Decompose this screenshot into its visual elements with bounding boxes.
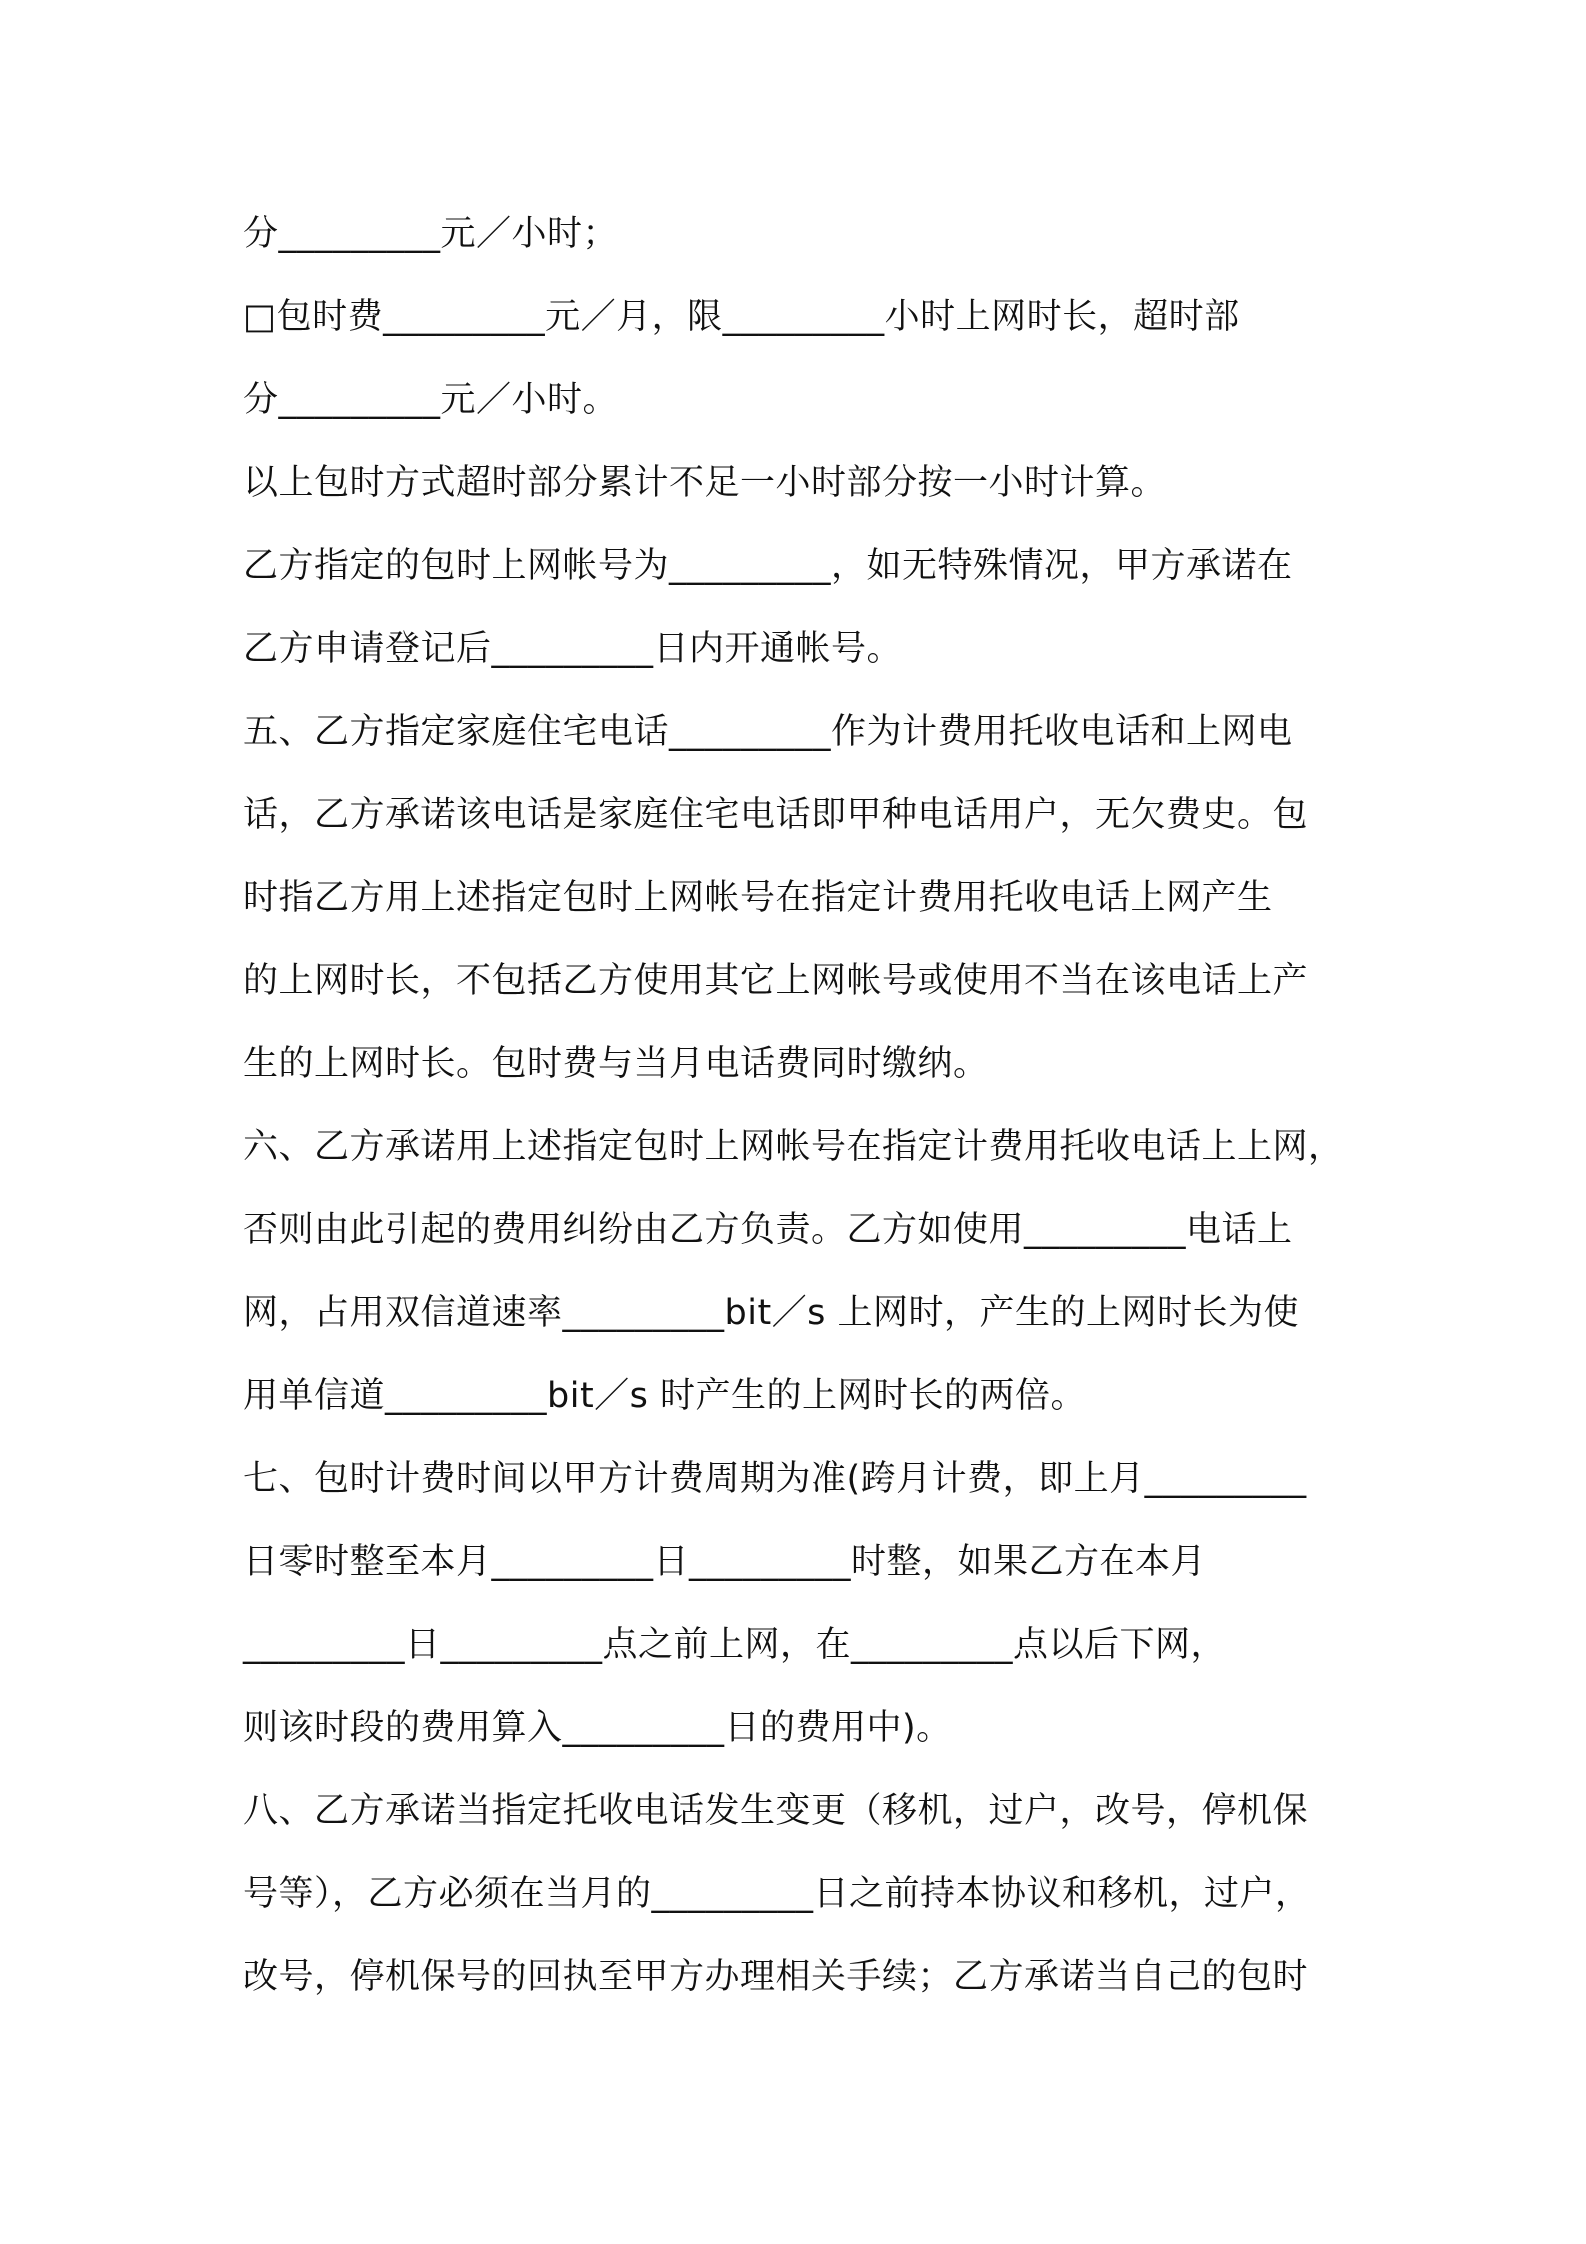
text-line: 时指乙方用上述指定包时上网帐号在指定计费用托收电话上网产生: [243, 878, 1273, 918]
text-line: 则该时段的费用算入_________日的费用中)。: [243, 1708, 952, 1748]
text-line: 八、乙方承诺当指定托收电话发生变更（移机，过户，改号，停机保: [243, 1791, 1309, 1831]
text-line: 话，乙方承诺该电话是家庭住宅电话即甲种电话用户，无欠费史。包: [243, 795, 1309, 835]
text-line: 否则由此引起的费用纠纷由乙方负责。乙方如使用_________电话上: [243, 1210, 1293, 1250]
text-line: 乙方申请登记后_________日内开通帐号。: [243, 629, 903, 669]
text-line: 号等），乙方必须在当月的_________日之前持本协议和移机，过户，: [243, 1874, 1311, 1914]
text-line: 改号，停机保号的回执至甲方办理相关手续；乙方承诺当自己的包时: [243, 1957, 1309, 1997]
text-line: 五、乙方指定家庭住宅电话_________作为计费用托收电话和上网电: [243, 712, 1293, 752]
text-line: 日零时整至本月_________日_________时整，如果乙方在本月: [243, 1542, 1207, 1582]
text-line: 用单信道_________bit／s 时产生的上网时长的两倍。: [243, 1376, 1087, 1416]
text-line: 分_________元／小时；: [243, 214, 619, 254]
text-line: 乙方指定的包时上网帐号为_________，如无特殊情况，甲方承诺在: [243, 546, 1293, 586]
text-line: 网，占用双信道速率_________bit／s 上网时，产生的上网时长为使: [243, 1293, 1300, 1333]
text-line: 生的上网时长。包时费与当月电话费同时缴纳。: [243, 1044, 989, 1084]
text-line: □包时费_________元／月，限_________小时上网时长，超时部: [243, 297, 1240, 337]
text-line: 分_________元／小时。: [243, 380, 619, 420]
text-line: 七、包时计费时间以甲方计费周期为准(跨月计费，即上月_________: [243, 1459, 1307, 1499]
text-line: 的上网时长，不包括乙方使用其它上网帐号或使用不当在该电话上产: [243, 961, 1309, 1001]
text-line: 以上包时方式超时部分累计不足一小时部分按一小时计算。: [243, 463, 1167, 503]
contract-text: [243, 193, 1383, 2019]
text-line: _________日_________点之前上网，在_________点以后下网，: [243, 1625, 1227, 1665]
text-line: 六、乙方承诺用上述指定包时上网帐号在指定计费用托收电话上上网，: [243, 1127, 1344, 1167]
